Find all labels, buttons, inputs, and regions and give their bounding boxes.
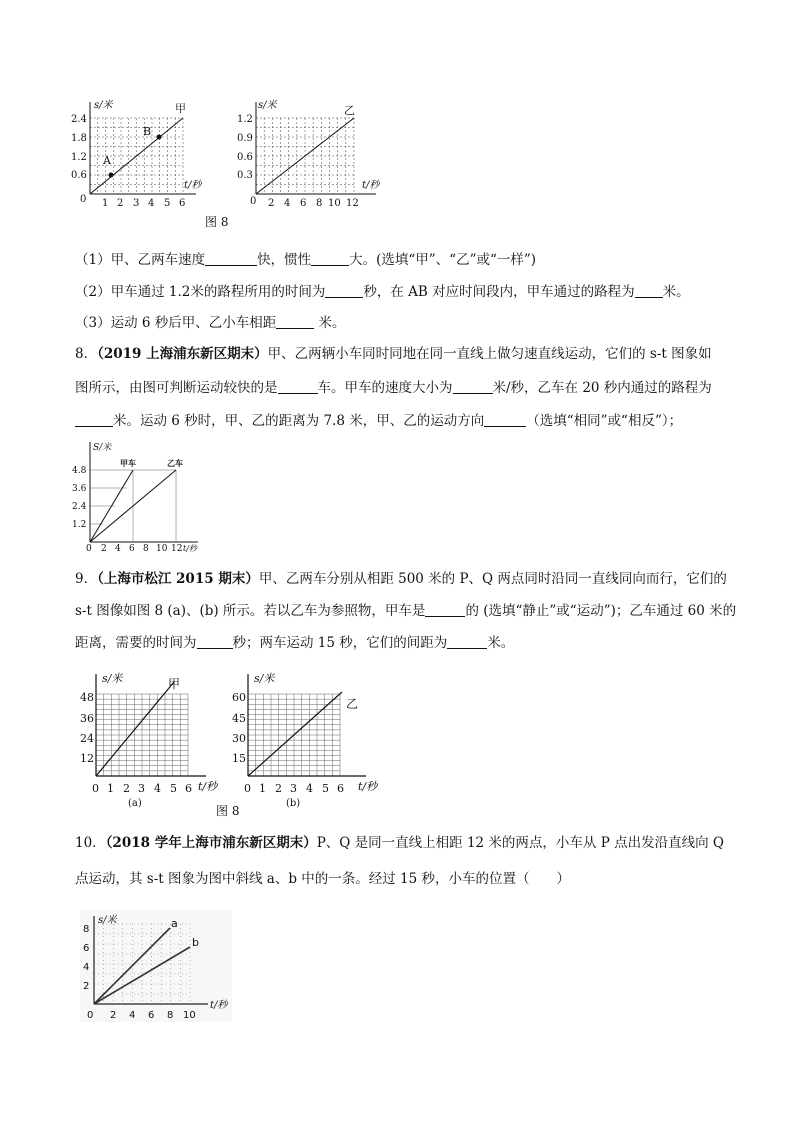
x-tick: 10: [156, 544, 168, 554]
y-tick: 1.2: [72, 520, 87, 530]
series-label-b: b: [192, 936, 199, 949]
x-tick: 2: [117, 198, 124, 209]
question-number: 8．: [75, 346, 98, 362]
y-axis-label: s/米: [98, 915, 117, 926]
y-tick: 45: [232, 712, 246, 725]
fig8-caption: 图 8: [205, 215, 229, 229]
point-b-label: B: [143, 125, 152, 138]
y-axis-label: s/米: [94, 100, 113, 111]
x-tick: 2: [268, 198, 275, 209]
x-tick: 4: [129, 1010, 136, 1021]
answer-blank[interactable]: [205, 251, 257, 266]
q7-item-1: [75, 250, 536, 270]
q7-text: （1）甲、乙两车速度: [75, 252, 206, 268]
x-tick: 12: [171, 544, 183, 554]
y-axis-label: s/米: [258, 100, 277, 111]
q7-text: 米。: [314, 315, 346, 331]
q7-item-3: [75, 313, 346, 333]
x-tick: 8: [143, 544, 149, 554]
q7-text: 快，惯性: [257, 252, 312, 268]
x-axis-label: t/秒: [362, 180, 380, 191]
y-tick: 3.6: [72, 484, 87, 494]
q9-text: 的 (选填“静止”或“运动”)；乙车通过 60 米的: [465, 603, 737, 619]
q8-line-2: [75, 378, 712, 398]
y-axis-label: s/米: [254, 672, 275, 685]
q10-text: P、Q 是同一直线上相距 12 米的两点，小车从 P 点出发沿直线向 Q: [316, 835, 724, 851]
x-tick: 8: [167, 1010, 174, 1021]
origin-label: 0: [250, 196, 257, 207]
x-axis-label: t/秒: [183, 544, 197, 553]
answer-blank[interactable]: [635, 283, 663, 298]
y-tick: 0.9: [237, 133, 253, 144]
x-tick: 3: [133, 198, 140, 209]
q8-text: 米。运动 6 秒时，甲、乙的距离为 7.8 米，甲、乙的运动方向: [113, 413, 485, 429]
q8-text: 车。甲车的速度大小为: [317, 380, 453, 396]
point-b: [157, 135, 162, 140]
series-label-yi: 乙: [344, 104, 355, 117]
x-tick: 5: [170, 782, 177, 795]
answer-blank[interactable]: [484, 412, 526, 427]
x-axis-label: t/秒: [198, 780, 218, 793]
answer-blank[interactable]: [447, 634, 487, 649]
x-tick: 1: [259, 782, 266, 795]
point-a-label: A: [103, 154, 111, 167]
x-tick: 10: [328, 198, 341, 209]
y-tick: 36: [80, 712, 94, 725]
x-tick: 4: [115, 544, 121, 554]
y-tick: 0.3: [237, 170, 253, 181]
q8-text: （选填“相同”或“相反”）；: [526, 413, 683, 429]
q8-text: 甲、乙两辆小车同时同地在同一直线上做匀速直线运动，它们的 s-t 图象如: [267, 346, 712, 362]
fig8-right-chart: [238, 98, 383, 210]
y-tick: 0.6: [237, 152, 253, 163]
answer-blank[interactable]: [325, 283, 363, 298]
x-tick: 2: [123, 782, 130, 795]
q7-item-2: [75, 282, 690, 302]
q8-text: 米/秒，乙车在 20 秒内通过的路程为: [492, 380, 712, 396]
x-tick: 5: [164, 198, 171, 209]
x-axis-label: t/秒: [358, 780, 378, 793]
question-source: （上海市松江 2015 期末）: [97, 571, 259, 587]
y-tick: 2: [83, 981, 90, 992]
y-tick: 1.8: [71, 133, 87, 144]
answer-blank[interactable]: [311, 251, 349, 266]
q10-text: 点运动，其 s-t 图象为图中斜线 a、b 中的一条。经过 15 秒，小车的位置（ ）: [75, 871, 571, 887]
x-tick: 12: [346, 198, 359, 209]
q7-text: 米。: [662, 284, 690, 300]
x-tick: 4: [154, 782, 161, 795]
x-axis-label: t/秒: [184, 180, 202, 191]
x-tick: 6: [148, 1010, 155, 1021]
q9-chart-b: [228, 670, 388, 810]
question-number: 10．: [75, 835, 106, 851]
q9-fig-caption: 图 8: [216, 804, 240, 818]
y-axis-label: s/米: [102, 672, 123, 685]
question-number: 9．: [75, 571, 98, 587]
x-tick: 6: [185, 782, 192, 795]
origin-label: 0: [80, 194, 87, 205]
q9-chart-a: [76, 670, 226, 810]
y-tick: 60: [232, 691, 246, 704]
x-tick: 6: [337, 782, 344, 795]
q8-text: 图所示，由图可判断运动较快的是: [75, 380, 278, 396]
x-tick: 3: [290, 782, 297, 795]
q9-text: 甲、乙两车分别从相距 500 米的 P、Q 两点同时沿同一直线同向而行，它们的: [258, 571, 727, 587]
answer-blank[interactable]: [453, 379, 493, 394]
x-tick: 6: [179, 198, 186, 209]
q8-line-1: [75, 344, 712, 364]
y-tick: 24: [80, 732, 94, 745]
x-tick: 6: [129, 544, 135, 554]
series-label-jia: 甲: [175, 102, 186, 115]
series-label-jiache: 甲车: [120, 458, 136, 468]
answer-blank[interactable]: [278, 379, 318, 394]
x-tick: 1: [107, 782, 114, 795]
x-tick: 0: [244, 782, 251, 795]
answer-blank[interactable]: [425, 602, 465, 617]
x-tick: 5: [322, 782, 329, 795]
chart-sublabel: (a): [128, 798, 142, 809]
origin-label: 0: [86, 544, 92, 554]
series-line-yi: [248, 692, 342, 776]
series-label-jia: 甲: [168, 677, 181, 691]
x-tick: 0: [92, 782, 99, 795]
q9-text: 米。: [487, 635, 515, 651]
q9-line-1: [75, 569, 727, 589]
x-tick: 4: [148, 198, 155, 209]
grid: [96, 694, 188, 776]
y-tick: 1.2: [71, 152, 87, 163]
q10-chart: [80, 910, 240, 1026]
x-tick: 4: [306, 782, 313, 795]
y-tick: 4.8: [72, 466, 87, 476]
y-tick: 2.4: [71, 114, 87, 125]
chart-sublabel: (b): [286, 798, 301, 809]
series-label-yiche: 乙车: [167, 458, 183, 468]
y-tick: 6: [83, 943, 90, 954]
q9-text: 距离，需要的时间为: [75, 635, 197, 651]
series-label-a: a: [171, 917, 178, 930]
point-a: [109, 173, 114, 178]
x-tick: 2: [110, 1010, 117, 1021]
x-tick: 4: [284, 198, 291, 209]
y-axis-label: S/米: [93, 443, 112, 453]
y-tick: 0.6: [71, 170, 87, 181]
series-label-yi: 乙: [346, 697, 359, 711]
q9-text: 秒；两车运动 15 秒，它们的间距为: [232, 635, 448, 651]
q9-line-2: [75, 601, 736, 621]
question-source: （2018 学年上海市浦东新区期末）: [105, 835, 317, 851]
q7-text: （2）甲车通过 1.2米的路程所用的时间为: [75, 284, 326, 300]
y-tick: 30: [232, 732, 246, 745]
y-tick: 1.2: [237, 114, 253, 125]
x-tick: 2: [101, 544, 107, 554]
x-tick: 6: [300, 198, 307, 209]
y-tick: 8: [83, 924, 90, 935]
fig8-left-chart: [71, 98, 210, 210]
y-tick: 48: [80, 691, 94, 704]
q7-text: 秒，在 AB 对应时间段内，甲车通过的路程为: [363, 284, 635, 300]
y-tick: 4: [83, 962, 90, 973]
x-tick: 8: [316, 198, 323, 209]
q10-line-2: [75, 869, 570, 889]
q7-text: （3）运动 6 秒后甲、乙小车相距: [75, 315, 277, 331]
x-tick: 3: [138, 782, 145, 795]
q9-line-3: [75, 633, 514, 653]
q9-text: s-t 图像如图 8 (a)、(b) 所示。若以乙车为参照物，甲车是: [75, 603, 426, 619]
answer-blank[interactable]: [197, 634, 233, 649]
answer-blank[interactable]: [276, 314, 314, 329]
q8-line-3: [75, 411, 682, 431]
y-tick: 2.4: [72, 502, 87, 512]
q7-text: 大。(选填“甲”、“乙”或“一样”): [349, 252, 537, 268]
y-tick: 15: [232, 752, 246, 765]
question-source: （2019 上海浦东新区期末）: [97, 346, 268, 362]
q10-line-1: [75, 833, 724, 853]
y-tick: 12: [80, 752, 94, 765]
answer-blank[interactable]: [75, 412, 113, 427]
x-axis-label: t/秒: [210, 1000, 228, 1011]
q8-chart: [70, 438, 205, 554]
x-tick: 10: [183, 1010, 196, 1021]
series-line-jia: [96, 682, 174, 776]
x-tick: 1: [102, 198, 109, 209]
x-tick: 0: [87, 1010, 94, 1021]
x-tick: 2: [275, 782, 282, 795]
